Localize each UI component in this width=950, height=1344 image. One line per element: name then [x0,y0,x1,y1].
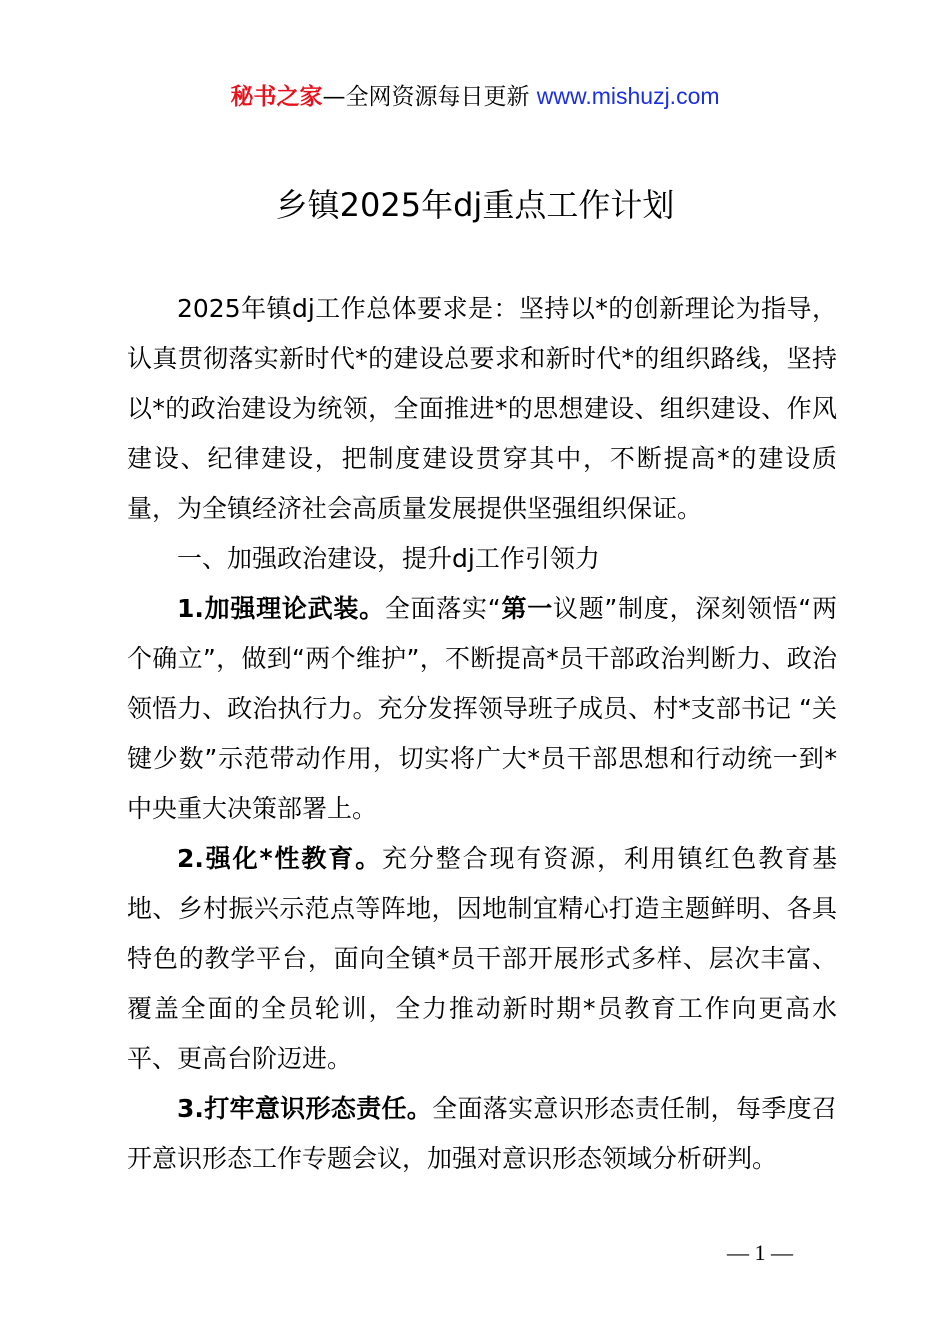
item-2-paragraph [127,834,837,1084]
item-1-emphasis: 第一 [500,594,553,623]
item-2-text: 充分整合现有资源，利用镇红色教育基地、乡村振兴示范点等阵地，因地制宜精心打造主题鲜明、各具特色的教学平台，面向全镇*员干部开展形式多样、层次丰富、覆盖全面的全员轮训，全力推动新时期*员教育工作向更高水平、更高台阶迈进。 [127,844,837,1073]
item-3-paragraph [127,1084,837,1184]
page-number: — 1 — [727,1240,793,1265]
site-banner [0,80,950,113]
document-body [127,284,837,1184]
document-title: 乡镇2025年dj重点工作计划 [275,186,675,224]
section-heading: 一、加强政治建设，提升dj工作引领力 [177,544,600,573]
item-2-lead: 2.强化*性教育。 [177,844,382,873]
banner-tagline: —全网资源每日更新 [322,84,537,110]
brand-name: 秘书之家 [230,84,323,110]
item-3-text: 全面落实意识形态责任制，每季度召开意识形态工作专题会议，加强对意识形态领域分析研判。 [127,1094,837,1173]
item-3-lead: 3.打牢意识形态责任。 [177,1094,433,1123]
item-1-lead: 1.加强理论武装。 [177,594,385,623]
intro-paragraph: 2025年镇dj工作总体要求是：坚持以*的创新理论为指导，认真贯彻落实新时代*的建设总要求和新时代*的组织路线，坚持以*的政治建设为统领，全面推进*的思想建设、组织建设、作风建设、纪律建设，把制度建设贯穿其中，不断提高*的建设质量，为全镇经济社会高质量发展提供坚强组织保证。 [127,294,837,523]
item-1-text-a: 全面落实“ [384,594,501,623]
item-1-text-b: 议题”制度，深刻领悟“两个确立”，做到“两个维护”，不断提高*员干部政治判断力、政治领悟力、政治执行力。充分发挥领导班子成员、村*支部书记 “关键少数”示范带动作用，切实将广大*员干部思想和行动统一到*中央重大决策部署上。 [127,594,837,823]
item-1-paragraph [127,584,837,834]
site-url-link[interactable]: www.mishuzj.com [536,83,720,109]
